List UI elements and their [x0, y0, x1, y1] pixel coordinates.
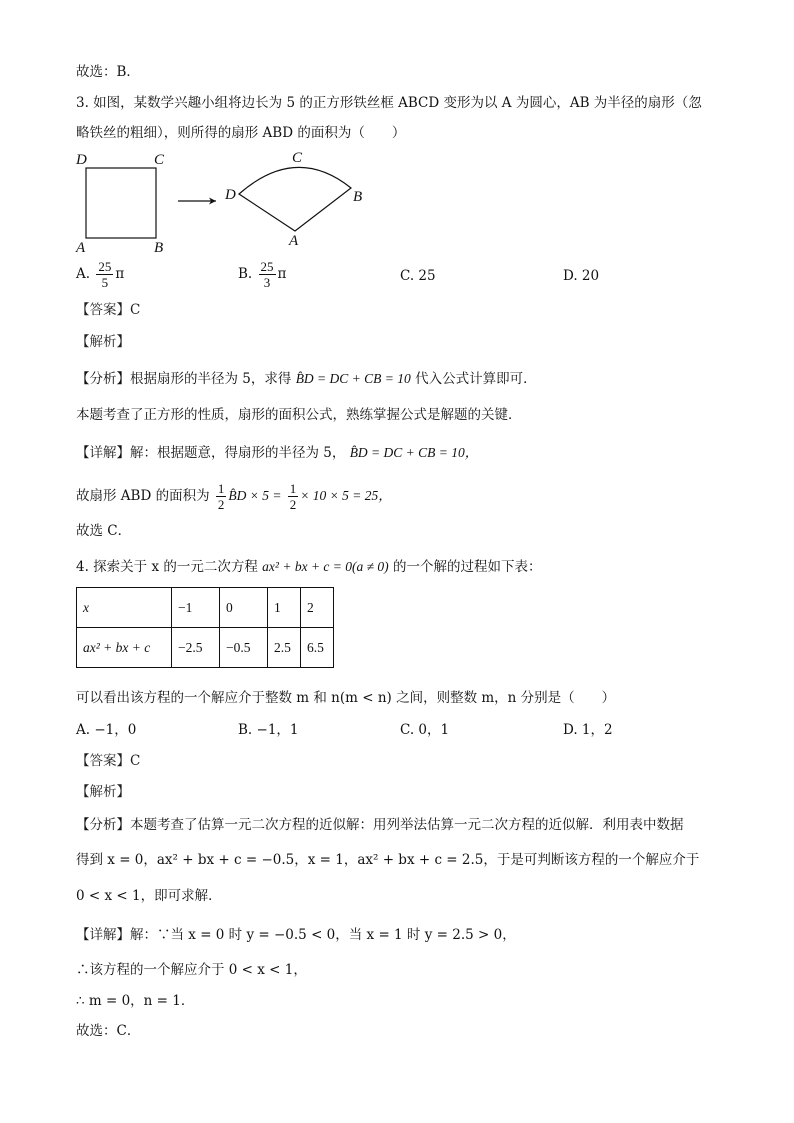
option-a-label: A.	[76, 266, 91, 282]
option-b-pi: π	[277, 266, 287, 282]
q3-fenxi-line	[76, 369, 537, 389]
q3-area-line	[76, 480, 392, 512]
q4-fenxi-line3: 0 < x < 1，即可求解．	[76, 888, 222, 904]
q4-conclusion: 故选：C．	[76, 1023, 141, 1039]
label-b: B	[154, 240, 164, 256]
option-a-pi: π	[115, 266, 125, 282]
label-a: A	[76, 240, 86, 256]
q4-option-b: B. −1，1	[238, 722, 299, 738]
question-4-text-line2: 可以看出该方程的一个解应介于整数 m 和 n(m < n) 之间，则整数 m，n 分别是（ ）	[76, 690, 616, 706]
table-cell: −0.5	[220, 628, 268, 668]
square-to-sector-figure	[70, 148, 390, 256]
label-d: D	[76, 152, 87, 168]
q4-fenxi-line1: 【分析】本题考查了估算一元二次方程的近似解：用列举法估算一元二次方程的近似解．利用表中数据	[76, 817, 684, 833]
q3-detail-formula: B̂D = DC + CB = 10，	[349, 445, 479, 460]
q3-answer: 【答案】C	[76, 302, 141, 318]
half-fraction-2	[288, 481, 299, 512]
q3-fenxi-text: 【分析】根据扇形的半径为 5，求得	[76, 371, 292, 387]
option-a-denominator: 5	[101, 275, 109, 290]
square-abcd	[86, 168, 156, 238]
q4-option-d: D. 1，2	[563, 722, 613, 738]
q3-option-b	[238, 259, 286, 290]
option-b-fraction	[259, 259, 276, 290]
q4-option-c: C. 0，1	[400, 722, 450, 738]
half-numerator-2: 1	[289, 481, 297, 496]
half-numerator-1: 1	[217, 481, 225, 496]
label-d-sector: D	[225, 187, 236, 203]
option-b-denominator: 3	[263, 275, 271, 290]
q3-note-line: 本题考查了正方形的性质，扇形的面积公式，熟练掌握公式是解题的关键．	[76, 407, 522, 423]
label-b-sector: B	[353, 189, 363, 205]
table-cell: −1	[172, 588, 220, 628]
q3-conclusion: 故选 C．	[76, 523, 132, 539]
table-cell: 6.5	[301, 628, 334, 668]
table-cell: 0	[220, 588, 268, 628]
table-row	[77, 588, 334, 628]
q4-text-start: 4. 探索关于 x 的一元二次方程	[76, 559, 258, 575]
q4-analysis-heading: 【解析】	[76, 784, 130, 800]
label-c: C	[154, 152, 165, 168]
label-a-sector: A	[289, 233, 299, 249]
q3-option-a	[76, 259, 124, 290]
half-denominator-1: 2	[217, 497, 225, 512]
option-b-numerator: 25	[260, 259, 274, 274]
q4-fenxi-line2: 得到 x = 0，ax² + bx + c = −0.5，x = 1，ax² + bx + c = 2.5，于是可判断该方程的一个解应介于	[76, 852, 700, 868]
label-c-sector: C	[292, 150, 303, 166]
q3-fenxi-text-end: 代入公式计算即可．	[415, 371, 537, 387]
q3-area-expr-1: B̂D × 5 =	[228, 488, 282, 503]
option-a-fraction	[96, 259, 113, 290]
half-fraction-1	[216, 481, 227, 512]
table-cell: 2.5	[268, 628, 301, 668]
q4-detail-line2: ∴该方程的一个解应介于 0 < x < 1，	[76, 962, 307, 978]
q3-detail-line	[76, 443, 478, 463]
option-a-numerator: 25	[98, 259, 112, 274]
q3-option-c: C. 25	[400, 268, 436, 284]
q4-option-a: A. −1，0	[76, 722, 137, 738]
table-cell: x	[77, 588, 172, 628]
question-3-text-line1: 3. 如图，某数学兴趣小组将边长为 5 的正方形铁丝框 ABCD 变形为以 A 为圆心，AB 为半径的扇形（忽	[76, 95, 702, 111]
table-cell: ax² + bx + c	[77, 628, 172, 668]
question-3-text-line2: 略铁丝的粗细），则所得的扇形 ABD 的面积为（ ）	[76, 125, 406, 141]
option-b-label: B.	[238, 266, 253, 282]
q3-fenxi-formula: B̂D = DC + CB = 10	[295, 371, 411, 386]
q4-answer: 【答案】C	[76, 753, 141, 769]
sector-abd	[239, 167, 351, 231]
table-cell: 1	[268, 588, 301, 628]
q3-area-expr-2: × 10 × 5 = 25，	[300, 488, 392, 503]
q3-detail-text: 【详解】解：根据题意，得扇形的半径为 5，	[76, 445, 346, 461]
half-denominator-2: 2	[289, 497, 297, 512]
q3-option-d: D. 20	[563, 268, 600, 284]
prev-answer-line: 故选：B．	[76, 64, 140, 80]
question-4-text-line1	[76, 557, 541, 577]
q3-analysis-heading: 【解析】	[76, 334, 130, 350]
table-cell: −2.5	[172, 628, 220, 668]
q4-equation: ax² + bx + c = 0(a ≠ 0)	[262, 559, 389, 574]
q3-area-text: 故扇形 ABD 的面积为	[76, 488, 210, 504]
q4-text-end: 的一个解的过程如下表：	[392, 559, 542, 575]
table-row	[77, 628, 334, 668]
q4-detail-line3: ∴ m = 0，n = 1．	[76, 993, 195, 1009]
q4-detail-line1: 【详解】解：∵当 x = 0 时 y = −0.5 < 0，当 x = 1 时 y = 2.5 > 0，	[76, 927, 516, 943]
table-cell: 2	[301, 588, 334, 628]
q4-value-table	[76, 587, 334, 668]
